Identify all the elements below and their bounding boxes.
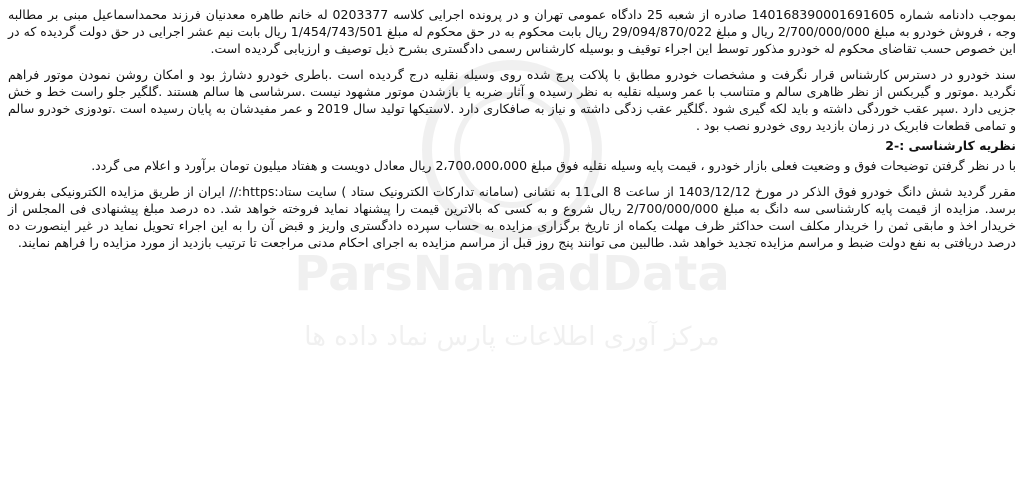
paragraph-vehicle-description: سند خودرو در دسترس کارشناس قرار نگرفت و مشخصات خودرو مطابق با پلاکت پرچ شده روی وسیله نقلیه درج گردیده است .باطری خودرو دشارژ بود و امکان روشن نمودن موتور فراهم نگردید .موتور و گیربکس از نظر ظاهری سالم و متناسب با عمر وسیله نقلیه به نظر رسیده و آثار ضربه یا بازشدن موتور مشهود نیست .سرشاسی ها سالم هستند .گلگیر جلو راست خط و خش جزیی دارد .سپر عقب خوردگی داشته و باید لکه گیری شود .گلگیر عقب زدگی داشته و نیاز به صافکاری دارد .لاستیکها تولید سال 2019 و عمر مفیدشان به پایان رسیده است .تودوزی خودرو سالم و تمامی قطعات فابریک در زمان بازدید روی خودرو نصب بود .: [8, 66, 1016, 134]
paragraph-valuation: با در نظر گرفتن توضیحات فوق و وضعیت فعلی بازار خودرو ، قیمت پایه وسیله نقلیه فوق مبلغ 2،700،000،000 ریال معادل دویست و هفتاد میلیون تومان برآورد و اعلام می گردد.: [91, 158, 1016, 174]
expert-opinion-heading: نظریه کارشناسی :-2: [885, 138, 1016, 154]
watermark-tagline: مرکز آوری اطلاعات پارس نماد داده ها: [304, 322, 720, 352]
paragraph-auction-terms: مقرر گردید شش دانگ خودرو فوق الذکر در مورخ 1403/12/12 از ساعت 8 الی11 به نشانی (سامانه تدارکات الکترونیک ستاد ) سایت ستاد:https:// ایران از طریق مزایده الکترونیکی بفروش برسد. مزایده از قیمت پایه کارشناسی سه دانگ به مبلغ 2/700/000/000 ریال شروع و به کسی که بالاترین قیمت را پیشنهاد نماید فروخته خواهد شد. ده درصد مبلغ پیشنهادی فی المجلس از خریدار اخذ و مابقی ثمن را خریدار مکلف است حداکثر ظرف مهلت یکماه از تاریخ برگزاری مزایده به حساب سپرده دادگستری واریز و قبض آن را به این اجراء تحویل نماید در غیر اینصورت ده درصد دریافتی به نفع دولت ضبط و مراسم مزایده تجدید خواهد شد. طالبین می توانند پنج روز قبل از مراسم مزایده به اجرای احکام مدنی مراجعت تا ترتیب بازدید از مورد مزایده را فراهم نمایند.: [8, 183, 1017, 251]
watermark-brand: ParsNamadData: [294, 246, 730, 302]
paragraph-judgment: بموجب دادنامه شماره 140168390001691605 صادره از شعبه 25 دادگاه عمومی تهران و در پرونده اجرایی کلاسه 0203377 له خانم طاهره معدنیان فرزند محمداسماعیل مبنی بر مطالبه وجه ، فروش خودرو به مبلغ 2/700/000/000 ریال و مبلغ 29/094/870/022 ریال بابت محکوم به در حق محکوم له مبلغ 1/454/743/501 ریال بابت نیم عشر اجرایی در حق دولت گردیده که در این خصوص حسب تقاضای محکوم له خودرو مذکور توسط این اجراء توقیف و بوسیله کارشناس رسمی دادگستری بشرح ذیل توصیف و ارزیابی گردیده است.: [8, 7, 1016, 57]
